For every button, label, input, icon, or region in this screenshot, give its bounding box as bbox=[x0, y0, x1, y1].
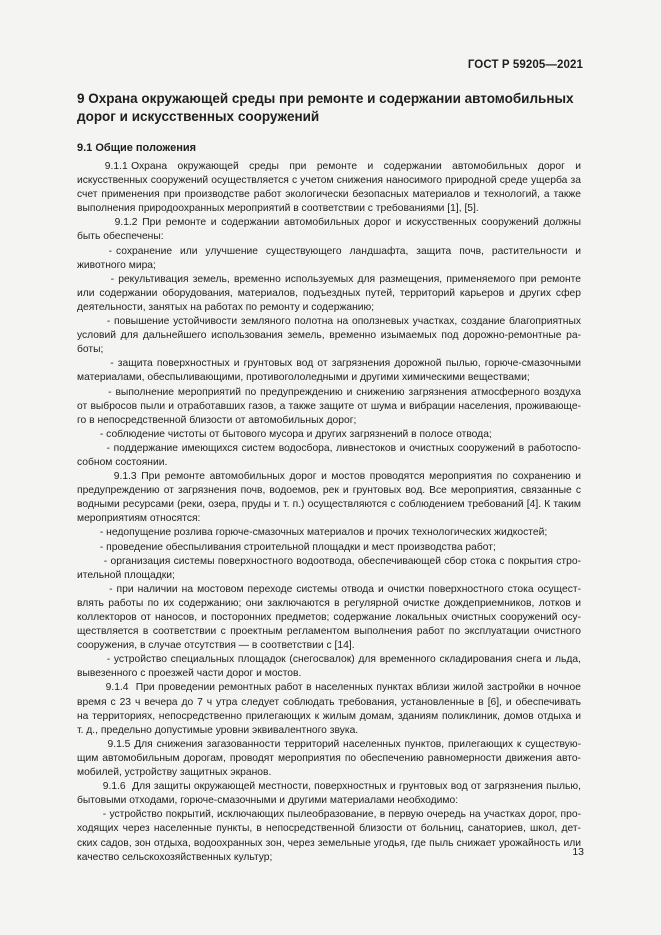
text-line: - организация системы поверхностного водоотвода, обеспечивающей сбор стока с покрытия стро- bbox=[77, 555, 581, 567]
text-line: на территориях, непосредственно прилегающих к жилым домам, зданиям поликлиник, домов отдыха и bbox=[77, 710, 581, 722]
text-line: 9.1.5 Для снижения загазованности территорий населенных пунктов, прилегающих к существую- bbox=[77, 738, 581, 750]
text-line: материалами, обеспыливающими, противогололедными и другими химическими веществами; bbox=[77, 372, 530, 384]
text-line: мобилей, устройству защитных экранов. bbox=[77, 767, 272, 779]
page-number: 13 bbox=[572, 846, 584, 858]
text-line: вывезенного с проезжей части дорог и мостов. bbox=[77, 668, 302, 680]
text-line: - устройство специальных площадок (снегосвалок) для временного складирования снега и льда, bbox=[77, 654, 581, 666]
text-line: ских садов, зон отдыха, водоохранных зон, через земельные угодья, где пыль снижает урожайность или bbox=[77, 837, 581, 849]
text-line: 9.1.2 При ремонте и содержании автомобильных дорог и искусственных сооружений должны bbox=[77, 217, 581, 229]
text-line: счет применения при производстве работ экологически безопасных материалов и технологий, а также bbox=[77, 189, 581, 201]
subsection-heading: 9.1 Общие положения bbox=[77, 142, 197, 154]
text-line: коллекторов от наносов, и посторонних предметов; содержание локальных очистных сооружений осу- bbox=[77, 612, 581, 623]
text-line: 9.1.4 При проведении ремонтных работ в населенных пунктах вблизи жилой застройки в ночное bbox=[77, 682, 581, 694]
section-heading-line: 9 Охрана окружающей среды при ремонте и содержании автомобильных bbox=[77, 91, 574, 106]
text-line: - выполнение мероприятий по предупреждению и снижению загрязнения атмосферного воздуха bbox=[77, 386, 581, 398]
text-line: мероприятиям относятся: bbox=[77, 513, 201, 525]
text-line: - сохранение или улучшение существующего ландшафта, защита почв, растительности и bbox=[77, 245, 581, 257]
text-line: время с 23 ч вечера до 7 ч утра следует соблюдать требования, установленные в [6], и обеспечивать bbox=[77, 696, 581, 708]
text-line: ходящих через населенные пункты, в непосредственной близости от больниц, санаториев, школ, дет- bbox=[77, 823, 581, 835]
text-line: - поддержание имеющихся систем водосбора, ливнестоков и очистных сооружений в работоспо- bbox=[77, 442, 581, 454]
text-line: ществляется в соответствии с проектным регламентом выполнения работ по эксплуатации очистного bbox=[77, 626, 581, 638]
text-line: деятельности, занятых на работах по ремонту и содержанию; bbox=[77, 301, 375, 313]
text-line: предупреждению от загрязнения почв, водоемов, рек и грунтовых вод. Все мероприятия, связанные с bbox=[77, 485, 581, 497]
section-heading-line: дорог и искусственных сооружений bbox=[77, 108, 320, 124]
text-line: влять работы по их содержанию; они заключаются в регулярной очистке дождеприемников, лотков и bbox=[77, 597, 581, 609]
text-line: - защита поверхностных и грунтовых вод от загрязнения дорожной пылью, горюче-смазочными bbox=[77, 358, 581, 370]
text-line: - проведение обеспыливания строительной площадки и мест производства работ; bbox=[77, 541, 496, 553]
document-header: ГОСТ Р 59205—2021 bbox=[467, 59, 583, 71]
text-line: - повышение устойчивости земляного полотна на оползневых участках, создание благоприятных bbox=[77, 316, 581, 328]
text-line: водными ресурсами (реки, озера, пруды и т. п.) осуществляются с соблюдением требований [4]. К таким bbox=[77, 499, 581, 511]
text-line: качество сельскохозяйственных культур; bbox=[77, 851, 273, 863]
text-line: 9.1.3 При ремонте автомобильных дорог и мостов проводятся мероприятия по сохранению и bbox=[77, 471, 581, 483]
text-line: боты; bbox=[77, 344, 104, 356]
text-line: - при наличии на мостовом переходе системы отвода и очистки поверхностного стока осущест- bbox=[77, 583, 581, 595]
text-line: 9.1.1 Охрана окружающей среды при ремонте и содержании автомобильных дорог и bbox=[77, 161, 581, 172]
text-line: - соблюдение чистоты от бытового мусора и других загрязнений в полосе отвода; bbox=[77, 428, 492, 440]
text-line: - устройство покрытий, исключающих пылеобразование, в первую очередь на участках дорог, про- bbox=[77, 809, 581, 821]
text-line: 9.1.6 Для защиты окружающей местности, поверхностных и грунтовых вод от загрязнения пылью, bbox=[77, 781, 581, 793]
section-heading bbox=[77, 90, 587, 125]
text-line: го в непосредственной близости от автомобильных дорог; bbox=[77, 414, 357, 426]
body-text bbox=[77, 160, 581, 865]
text-line: выполнения природоохранных мероприятий в соответствии с требованиями [1], [5]. bbox=[77, 203, 479, 215]
text-line: животного мира; bbox=[77, 259, 156, 271]
text-line: или содержании оборудования, материалов, подъездных путей, территорий карьеров и других сфер bbox=[77, 287, 581, 299]
text-line: собном состоянии. bbox=[77, 456, 168, 468]
text-line: искусственных сооружений осуществляется с учетом снижения наносимого природной среде ущерба за bbox=[77, 175, 581, 187]
text-line: быть обеспечены: bbox=[77, 231, 164, 243]
text-line: - недопущение розлива горюче-смазочных материалов и прочих технологических жидкостей; bbox=[77, 527, 548, 539]
text-line: т. д., предельно допустимые уровни эквивалентного звука. bbox=[77, 724, 359, 736]
text-line: щим автомобильным дорогам, проводят мероприятия по обеспечению равномерности движения авто- bbox=[77, 752, 581, 764]
text-line: - рекультивация земель, временно используемых для размещения, применяемого при ремонте bbox=[77, 273, 581, 285]
text-line: бытовыми отходами, горюче-смазочными и другими материалами необходимо: bbox=[77, 795, 459, 807]
text-line: ительной площадки; bbox=[77, 569, 175, 581]
text-line: от выбросов пыли и отработавших газов, а также защите от шума и вибрации населения, проживающе- bbox=[77, 400, 581, 412]
text-line: сооружения, в случае отсутствия — в соответствии с [14]. bbox=[77, 640, 355, 652]
text-line: условий для дальнейшего использования земель, временно изымаемых под дорожно-ремонтные ра- bbox=[77, 330, 581, 342]
